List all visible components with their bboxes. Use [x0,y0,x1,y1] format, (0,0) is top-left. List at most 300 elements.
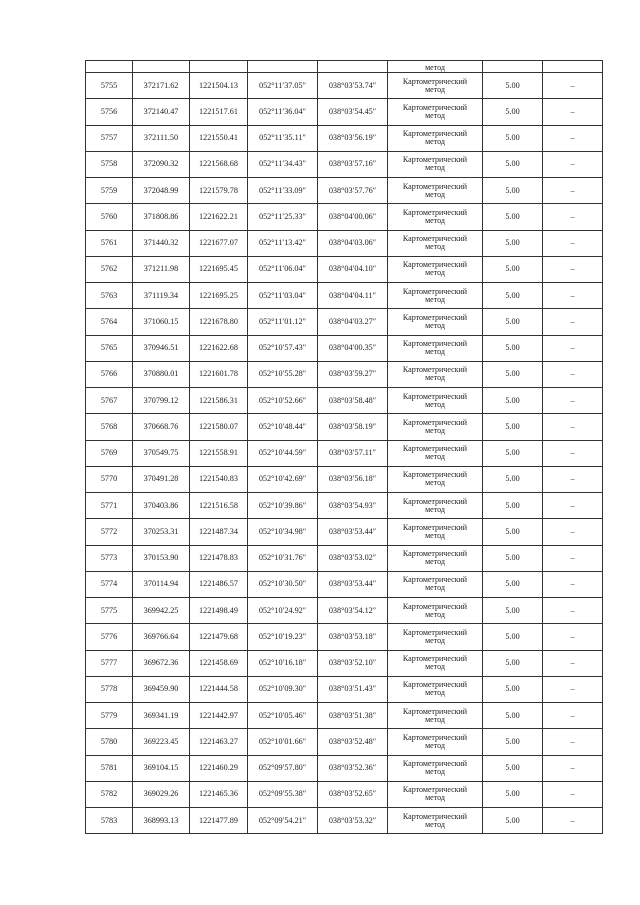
table-row [86,493,603,519]
cell-y-coordinate: 1221695.25 [190,283,248,309]
cell-longitude: 038°04′00.06″ [318,204,388,230]
cell-point-number: 5766 [86,361,133,387]
table-row [86,99,603,125]
cell-latitude: 052°10′01.66″ [248,729,318,755]
method-line-1: Картометрический [402,785,468,795]
cell-point-number: 5769 [86,440,133,466]
cell-point-number: 5768 [86,414,133,440]
cell-x-coordinate: 370153.90 [133,545,190,571]
method-line-2: метод [425,373,445,383]
cell-longitude: 038°03′51.43″ [318,676,388,702]
cell-x-coordinate: 369672.36 [133,650,190,676]
cell-method [388,414,483,440]
method-line-2: метод [425,189,445,199]
table-row [86,624,603,650]
cell-note: – [543,755,603,781]
cell-accuracy: 5.00 [483,676,543,702]
method-line-2: метод [425,425,445,435]
cell-longitude: 038°03′54.12″ [318,598,388,624]
method-line-1: Картометрический [402,286,468,296]
cell-accuracy: 5.00 [483,178,543,204]
cell-y-coordinate: 1221463.27 [190,729,248,755]
cell-point-number: 5773 [86,545,133,571]
cell-latitude: 052°10′48.44″ [248,414,318,440]
cell-longitude: 038°03′57.76″ [318,178,388,204]
method-line-2: метод [425,268,445,278]
cell-y-coordinate: 1221568.68 [190,151,248,177]
cell-x-coordinate: 372090.32 [133,151,190,177]
cell-accuracy: 5.00 [483,571,543,597]
cell-x-coordinate: 370799.12 [133,388,190,414]
cell-longitude: 038°03′53.18″ [318,624,388,650]
method-line-1: Картометрический [402,601,468,611]
cell-note: – [543,493,603,519]
cell-point-number: 5758 [86,151,133,177]
cell-accuracy: 5.00 [483,151,543,177]
method-line-2: метод [425,242,445,252]
cell-method [388,781,483,807]
cell-longitude: 038°03′57.11″ [318,440,388,466]
cell-y-coordinate: 1221622.21 [190,204,248,230]
method-line-2: метод [425,662,445,672]
cell-accuracy: 5.00 [483,781,543,807]
cell-empty [318,61,388,73]
cell-method [388,283,483,309]
cell-note: – [543,204,603,230]
cell-latitude: 052°10′09.30″ [248,676,318,702]
cell-method [388,256,483,282]
cell-y-coordinate: 1221558.91 [190,440,248,466]
cell-accuracy: 5.00 [483,361,543,387]
cell-accuracy: 5.00 [483,624,543,650]
method-line-1: Картометрический [402,76,468,86]
cell-x-coordinate: 370253.31 [133,519,190,545]
cell-x-coordinate: 369341.19 [133,703,190,729]
cell-note: – [543,808,603,834]
method-line-2: метод [425,110,445,120]
cell-empty [483,61,543,73]
cell-note: – [543,151,603,177]
cell-x-coordinate: 369459.90 [133,676,190,702]
table-row [86,125,603,151]
cell-latitude: 052°10′42.69″ [248,466,318,492]
table-row [86,466,603,492]
table-row [86,256,603,282]
cell-method [388,571,483,597]
table-row [86,388,603,414]
cell-note: – [543,230,603,256]
cell-latitude: 052°10′30.50″ [248,571,318,597]
table-row [86,73,603,99]
cell-x-coordinate: 368993.13 [133,808,190,834]
cell-y-coordinate: 1221622.68 [190,335,248,361]
table-row [86,781,603,807]
cell-longitude: 038°04′00.35″ [318,335,388,361]
cell-latitude: 052°09′55.38″ [248,781,318,807]
continued-row [86,61,603,73]
cell-latitude: 052°11′03.04″ [248,283,318,309]
table-row [86,335,603,361]
cell-latitude: 052°10′19.23″ [248,624,318,650]
cell-y-coordinate: 1221601.78 [190,361,248,387]
cell-note: – [543,309,603,335]
cell-accuracy: 5.00 [483,808,543,834]
cell-x-coordinate: 369942.25 [133,598,190,624]
table-row [86,519,603,545]
cell-point-number: 5772 [86,519,133,545]
method-line-2: метод [425,320,445,330]
cell-note: – [543,598,603,624]
cell-accuracy: 5.00 [483,388,543,414]
method-line-1: Картометрический [402,654,468,664]
cell-y-coordinate: 1221479.68 [190,624,248,650]
cell-note: – [543,571,603,597]
method-line-1: Картометрический [402,444,468,454]
cell-y-coordinate: 1221517.61 [190,99,248,125]
cell-method [388,545,483,571]
cell-method [388,204,483,230]
cell-note: – [543,125,603,151]
cell-longitude: 038°03′53.44″ [318,571,388,597]
method-line-1: Картометрический [402,339,468,349]
table-row [86,283,603,309]
cell-y-coordinate: 1221695.45 [190,256,248,282]
cell-latitude: 052°11′36.04″ [248,99,318,125]
cell-method [388,703,483,729]
cell-method [388,624,483,650]
coordinates-table-body [86,61,603,834]
cell-accuracy: 5.00 [483,99,543,125]
cell-method [388,99,483,125]
cell-accuracy: 5.00 [483,755,543,781]
cell-x-coordinate: 372111.50 [133,125,190,151]
cell-latitude: 052°10′52.66″ [248,388,318,414]
cell-longitude: 038°03′56.19″ [318,125,388,151]
method-line-2: метод [425,347,445,357]
cell-point-number: 5782 [86,781,133,807]
cell-longitude: 038°03′59.27″ [318,361,388,387]
method-line-1: Картометрический [402,207,468,217]
cell-note: – [543,519,603,545]
method-line-1: Картометрический [402,312,468,322]
cell-y-coordinate: 1221460.29 [190,755,248,781]
cell-note: – [543,414,603,440]
cell-point-number: 5778 [86,676,133,702]
cell-x-coordinate: 371211.98 [133,256,190,282]
method-line-2: метод [425,688,445,698]
cell-x-coordinate: 372140.47 [133,99,190,125]
cell-point-number: 5756 [86,99,133,125]
cell-point-number: 5761 [86,230,133,256]
cell-x-coordinate: 369029.26 [133,781,190,807]
cell-x-coordinate: 370403.86 [133,493,190,519]
cell-latitude: 052°10′44.59″ [248,440,318,466]
method-line-2: метод [425,452,445,462]
cell-y-coordinate: 1221477.89 [190,808,248,834]
cell-point-number: 5763 [86,283,133,309]
cell-longitude: 038°03′58.19″ [318,414,388,440]
cell-point-number: 5783 [86,808,133,834]
cell-x-coordinate: 370946.51 [133,335,190,361]
cell-y-coordinate: 1221580.07 [190,414,248,440]
method-line-1: Картометрический [402,522,468,532]
cell-note: – [543,466,603,492]
cell-method [388,650,483,676]
cell-point-number: 5779 [86,703,133,729]
table-row [86,204,603,230]
cell-note: – [543,440,603,466]
cell-longitude: 038°03′58.48″ [318,388,388,414]
cell-note: – [543,545,603,571]
cell-x-coordinate: 371808.86 [133,204,190,230]
cell-point-number: 5774 [86,571,133,597]
cell-note: – [543,361,603,387]
cell-longitude: 038°03′52.36″ [318,755,388,781]
cell-latitude: 052°11′34.43″ [248,151,318,177]
method-line-2: метод [425,557,445,567]
table-row [86,309,603,335]
cell-latitude: 052°10′05.46″ [248,703,318,729]
method-line-2: метод [425,793,445,803]
cell-x-coordinate: 369223.45 [133,729,190,755]
method-line-2: метод [425,163,445,173]
method-line-1: Картометрический [402,155,468,165]
cell-note: – [543,99,603,125]
cell-y-coordinate: 1221478.83 [190,545,248,571]
cell-x-coordinate: 371119.34 [133,283,190,309]
method-line-2: метод [425,294,445,304]
cell-note: – [543,729,603,755]
cell-point-number: 5760 [86,204,133,230]
cell-method [388,125,483,151]
cell-point-number: 5771 [86,493,133,519]
cell-method [388,230,483,256]
method-line-1: Картометрический [402,234,468,244]
method-line-2: метод [425,478,445,488]
table-row [86,230,603,256]
cell-latitude: 052°11′13.42″ [248,230,318,256]
cell-y-coordinate: 1221677.07 [190,230,248,256]
cell-latitude: 052°10′24.92″ [248,598,318,624]
cell-accuracy: 5.00 [483,650,543,676]
cell-accuracy: 5.00 [483,414,543,440]
table-row [86,545,603,571]
cell-longitude: 038°03′57.16″ [318,151,388,177]
cell-method [388,519,483,545]
cell-x-coordinate: 370880.01 [133,361,190,387]
cell-latitude: 052°11′01.12″ [248,309,318,335]
cell-x-coordinate: 370549.75 [133,440,190,466]
cell-empty [190,61,248,73]
cell-longitude: 038°03′53.32″ [318,808,388,834]
cell-point-number: 5755 [86,73,133,99]
method-line-2: метод [425,583,445,593]
method-line-2: метод [425,84,445,94]
cell-accuracy: 5.00 [483,283,543,309]
cell-method [388,178,483,204]
cell-x-coordinate: 369766.64 [133,624,190,650]
table-row [86,808,603,834]
method-line-1: Картометрический [402,129,468,139]
method-line-1: Картометрический [402,470,468,480]
table-row [86,676,603,702]
cell-latitude: 052°11′37.05″ [248,73,318,99]
cell-y-coordinate: 1221487.34 [190,519,248,545]
cell-longitude: 038°04′04.10″ [318,256,388,282]
method-line-2: метод [425,399,445,409]
cell-point-number: 5777 [86,650,133,676]
table-row [86,729,603,755]
cell-note: – [543,624,603,650]
cell-point-number: 5764 [86,309,133,335]
cell-point-number: 5759 [86,178,133,204]
cell-note: – [543,335,603,361]
cell-note: – [543,676,603,702]
table-row [86,151,603,177]
cell-empty [543,61,603,73]
cell-accuracy: 5.00 [483,466,543,492]
cell-x-coordinate: 372048.99 [133,178,190,204]
cell-longitude: 038°03′54.93″ [318,493,388,519]
cell-accuracy: 5.00 [483,73,543,99]
cell-x-coordinate: 372171.62 [133,73,190,99]
cell-longitude: 038°04′04.11″ [318,283,388,309]
cell-latitude: 052°09′57.80″ [248,755,318,781]
cell-accuracy: 5.00 [483,335,543,361]
cell-latitude: 052°11′33.09″ [248,178,318,204]
cell-longitude: 038°03′53.74″ [318,73,388,99]
cell-x-coordinate: 370114.94 [133,571,190,597]
cell-note: – [543,283,603,309]
cell-longitude: 038°03′52.10″ [318,650,388,676]
cell-y-coordinate: 1221504.13 [190,73,248,99]
cell-method [388,808,483,834]
cell-y-coordinate: 1221498.49 [190,598,248,624]
cell-y-coordinate: 1221458.69 [190,650,248,676]
cell-accuracy: 5.00 [483,519,543,545]
method-line-2: метод [425,215,445,225]
cell-accuracy: 5.00 [483,440,543,466]
cell-note: – [543,650,603,676]
cell-longitude: 038°03′51.38″ [318,703,388,729]
cell-point-number: 5765 [86,335,133,361]
cell-accuracy: 5.00 [483,598,543,624]
cell-latitude: 052°10′55.28″ [248,361,318,387]
method-line-2: метод [425,740,445,750]
cell-latitude: 052°11′06.04″ [248,256,318,282]
cell-latitude: 052°10′31.76″ [248,545,318,571]
cell-accuracy: 5.00 [483,309,543,335]
method-line-2: метод [425,635,445,645]
cell-longitude: 038°03′53.02″ [318,545,388,571]
cell-y-coordinate: 1221579.78 [190,178,248,204]
method-line-2: метод [425,767,445,777]
cell-note: – [543,178,603,204]
cell-method [388,466,483,492]
cell-method [388,493,483,519]
cell-accuracy: 5.00 [483,703,543,729]
cell-accuracy: 5.00 [483,230,543,256]
table-row [86,178,603,204]
cell-method [388,151,483,177]
cell-latitude: 052°10′16.18″ [248,650,318,676]
cell-longitude: 038°03′54.45″ [318,99,388,125]
table-row [86,755,603,781]
cell-accuracy: 5.00 [483,545,543,571]
method-line-2: метод [425,609,445,619]
method-line-1: Картометрический [402,811,468,821]
cell-note: – [543,256,603,282]
method-line-1: Картометрический [402,181,468,191]
cell-latitude: 052°11′35.11″ [248,125,318,151]
cell-accuracy: 5.00 [483,493,543,519]
method-line-1: Картометрический [402,417,468,427]
cell-latitude: 052°10′39.86″ [248,493,318,519]
cell-method-continued: метод [388,61,483,73]
cell-empty [86,61,133,73]
cell-method [388,440,483,466]
cell-empty [248,61,318,73]
cell-longitude: 038°03′53.44″ [318,519,388,545]
cell-method [388,676,483,702]
cell-y-coordinate: 1221540.83 [190,466,248,492]
cell-x-coordinate: 370491.28 [133,466,190,492]
cell-note: – [543,781,603,807]
method-line-1: Картометрический [402,549,468,559]
cell-method [388,73,483,99]
cell-method [388,729,483,755]
cell-accuracy: 5.00 [483,729,543,755]
cell-accuracy: 5.00 [483,125,543,151]
cell-longitude: 038°03′52.65″ [318,781,388,807]
cell-accuracy: 5.00 [483,256,543,282]
method-line-1: Картометрический [402,365,468,375]
cell-note: – [543,703,603,729]
cell-y-coordinate: 1221516.58 [190,493,248,519]
cell-point-number: 5781 [86,755,133,781]
cell-y-coordinate: 1221442.97 [190,703,248,729]
cell-y-coordinate: 1221550.41 [190,125,248,151]
cell-method [388,361,483,387]
cell-latitude: 052°09′54.21″ [248,808,318,834]
method-line-1: Картометрический [402,706,468,716]
cell-method [388,335,483,361]
cell-point-number: 5776 [86,624,133,650]
cell-method [388,598,483,624]
cell-point-number: 5780 [86,729,133,755]
cell-empty [133,61,190,73]
method-line-1: Картометрический [402,627,468,637]
cell-point-number: 5767 [86,388,133,414]
table-row [86,703,603,729]
cell-longitude: 038°04′03.06″ [318,230,388,256]
cell-longitude: 038°03′56.18″ [318,466,388,492]
method-line-1: Картометрический [402,680,468,690]
cell-latitude: 052°10′57.43″ [248,335,318,361]
cell-latitude: 052°10′34.98″ [248,519,318,545]
method-line-1: Картометрический [402,102,468,112]
method-line-2: метод [425,137,445,147]
cell-point-number: 5762 [86,256,133,282]
cell-y-coordinate: 1221678.80 [190,309,248,335]
method-line-1: Картометрический [402,759,468,769]
cell-method [388,755,483,781]
cell-point-number: 5757 [86,125,133,151]
cell-y-coordinate: 1221586.31 [190,388,248,414]
method-line-2: метод [425,714,445,724]
cell-point-number: 5775 [86,598,133,624]
method-line-1: Картометрический [402,391,468,401]
